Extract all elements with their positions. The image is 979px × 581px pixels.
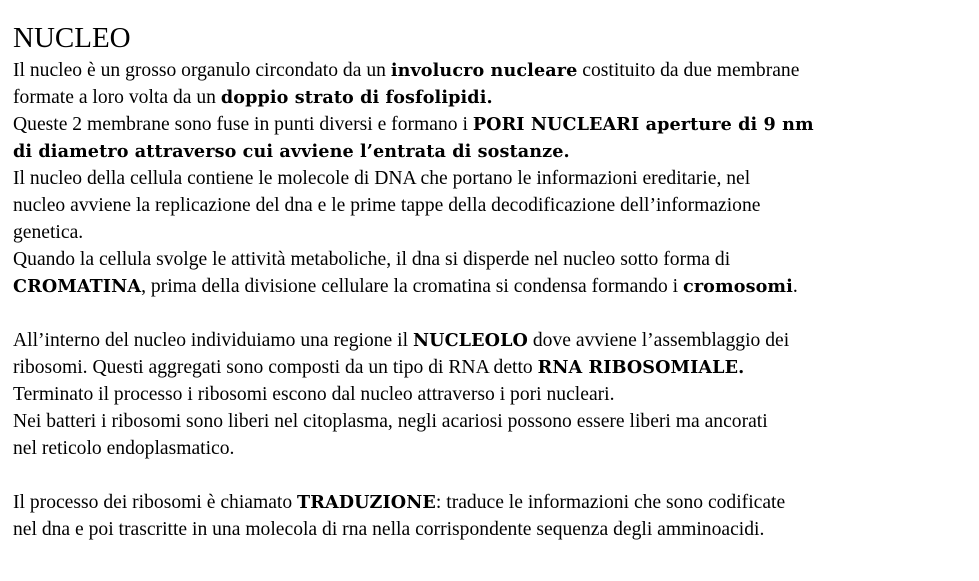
text-segment: , prima della divisione cellulare la cromatina si condensa formando i bbox=[141, 276, 683, 297]
page-title: NUCLEO bbox=[13, 22, 131, 54]
bold-text: PORI NUCLEARI aperture di 9 nm bbox=[472, 114, 814, 135]
text-segment: Il processo dei ribosomi è chiamato bbox=[13, 492, 298, 513]
text-line bbox=[13, 408, 973, 435]
text-segment: formate a loro volta da un bbox=[13, 87, 221, 108]
text-line bbox=[13, 192, 973, 219]
text-segment: genetica. bbox=[13, 222, 84, 243]
text-line bbox=[13, 273, 973, 300]
text-line bbox=[13, 84, 973, 111]
document-body bbox=[13, 57, 973, 543]
text-line bbox=[13, 354, 973, 381]
text-segment: nel dna e poi trascritte in una molecola di rna nella corrispondente sequenza degli amminoacidi. bbox=[13, 519, 765, 540]
text-line bbox=[13, 516, 973, 543]
text-line bbox=[13, 381, 973, 408]
text-line bbox=[13, 435, 973, 462]
text-line bbox=[13, 165, 973, 192]
text-segment: dove avviene l’assemblaggio dei bbox=[527, 330, 790, 351]
bold-text: CROMATINA bbox=[13, 276, 142, 297]
text-line bbox=[13, 246, 973, 273]
text-segment: Il nucleo è un grosso organulo circondato da un bbox=[13, 60, 391, 81]
paragraph-gap bbox=[13, 462, 973, 489]
paragraph-gap bbox=[13, 300, 973, 327]
bold-text: cromosomi bbox=[683, 276, 793, 297]
text-line bbox=[13, 138, 973, 165]
text-line bbox=[13, 111, 973, 138]
text-segment: . bbox=[792, 276, 798, 297]
bold-text: NUCLEOLO bbox=[412, 330, 528, 351]
bold-text: doppio strato di fosfolipidi. bbox=[220, 87, 493, 108]
text-segment: Queste 2 membrane sono fuse in punti diversi e formano i bbox=[13, 114, 473, 135]
text-line bbox=[13, 327, 973, 354]
text-segment: Terminato il processo i ribosomi escono dal nucleo attraverso i pori nucleari. bbox=[13, 384, 615, 405]
bold-text: involucro nucleare bbox=[390, 60, 578, 81]
text-segment: : traduce le informazioni che sono codificate bbox=[435, 492, 786, 513]
text-segment: nel reticolo endoplasmatico. bbox=[13, 438, 235, 459]
text-segment: nucleo avviene la replicazione del dna e le prime tappe della decodificazione dell’informazione bbox=[13, 195, 761, 216]
text-segment: Il nucleo della cellula contiene le molecole di DNA che portano le informazioni ereditarie, nel bbox=[13, 168, 751, 189]
document-page bbox=[13, 20, 973, 543]
text-segment: costituito da due membrane bbox=[577, 60, 800, 81]
bold-text: TRADUZIONE bbox=[297, 492, 436, 513]
text-line bbox=[13, 219, 973, 246]
text-segment: ribosomi. Questi aggregati sono composti da un tipo di RNA detto bbox=[13, 357, 538, 378]
text-line bbox=[13, 489, 973, 516]
text-segment: Nei batteri i ribosomi sono liberi nel citoplasma, negli acariosi possono essere liberi ma ancorati bbox=[13, 411, 768, 432]
bold-text: RNA RIBOSOMIALE. bbox=[537, 357, 745, 378]
text-line bbox=[13, 57, 973, 84]
bold-text: di diametro attraverso cui avviene l’entrata di sostanze. bbox=[13, 141, 570, 162]
text-segment: All’interno del nucleo individuiamo una regione il bbox=[13, 330, 413, 351]
text-segment: Quando la cellula svolge le attività metaboliche, il dna si disperde nel nucleo sotto forma di bbox=[13, 249, 731, 270]
